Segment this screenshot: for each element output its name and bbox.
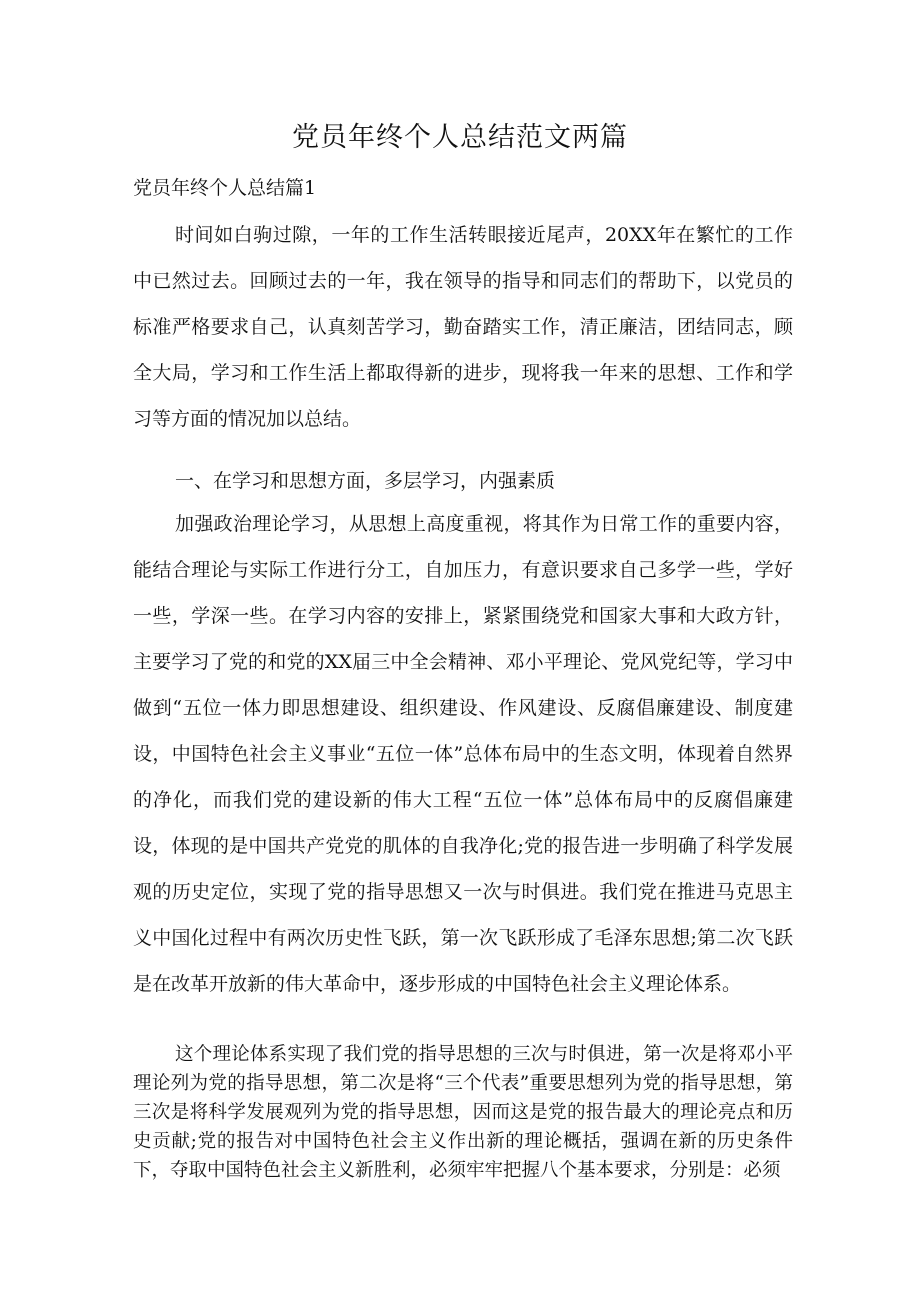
paragraph-theory-system: 这个理论体系实现了我们党的指导思想的三次与时俱进，第一次是将邓小平理论列为党的指导思想，第二次是将“三个代表”重要思想列为党的指导思想，第三次是将科学发展观列为党的指导思想，因而这是党的报告最大的理论亮点和历史贡献;党的报告对中国特色社会主义作出新的理论概括，强调在新的历史条件下，夺取中国特色社会主义新胜利，必须牢牢把握八个基本要求，分别是：必须 <box>133 1044 793 1181</box>
paragraph-intro: 时间如白驹过隙，一年的工作生活转眼接近尾声，20XX年在繁忙的工作中已然过去。回顾过去的一年，我在领导的指导和同志们的帮助下，以党员的标准严格要求自己，认真刻苦学习，勤奋踏实工作，清正廉洁，团结同志，顾全大局，学习和工作生活上都取得新的进步，现将我一年来的思想、工作和学习等方面的情况加以总结。 <box>133 224 793 430</box>
document-title: 党员年终个人总结范文两篇 <box>292 122 628 153</box>
section-heading-study: 一、在学习和思想方面，多层学习，内强素质 <box>175 470 556 492</box>
paragraph-study-theory: 加强政治理论学习，从思想上高度重视，将其作为日常工作的重要内容，能结合理论与实际工作进行分工，自加压力，有意识要求自己多学一些，学好一些，学深一些。在学习内容的安排上，紧紧围绕党和国家大事和大政方针，主要学习了党的和党的XX届三中全会精神、邓小平理论、党风党纪等，学习中做到“五位一体力即思想建设、组织建设、作风建设、反腐倡廉建设、制度建设，中国特色社会主义事业“五位一体”总体布局中的生态文明，体现着自然界的净化，而我们党的建设新的伟大工程“五位一体”总体布局中的反腐倡廉建设，体现的是中国共产党党的肌体的自我净化;党的报告进一步明确了科学发展观的历史定位，实现了党的指导思想又一次与时俱进。我们党在推进马克思主义中国化过程中有两次历史性飞跃，第一次飞跃形成了毛泽东思想;第二次飞跃是在改革开放新的伟大革命中，逐步形成的中国特色社会主义理论体系。 <box>133 513 793 995</box>
section-subtitle: 党员年终个人总结篇1 <box>133 177 317 199</box>
